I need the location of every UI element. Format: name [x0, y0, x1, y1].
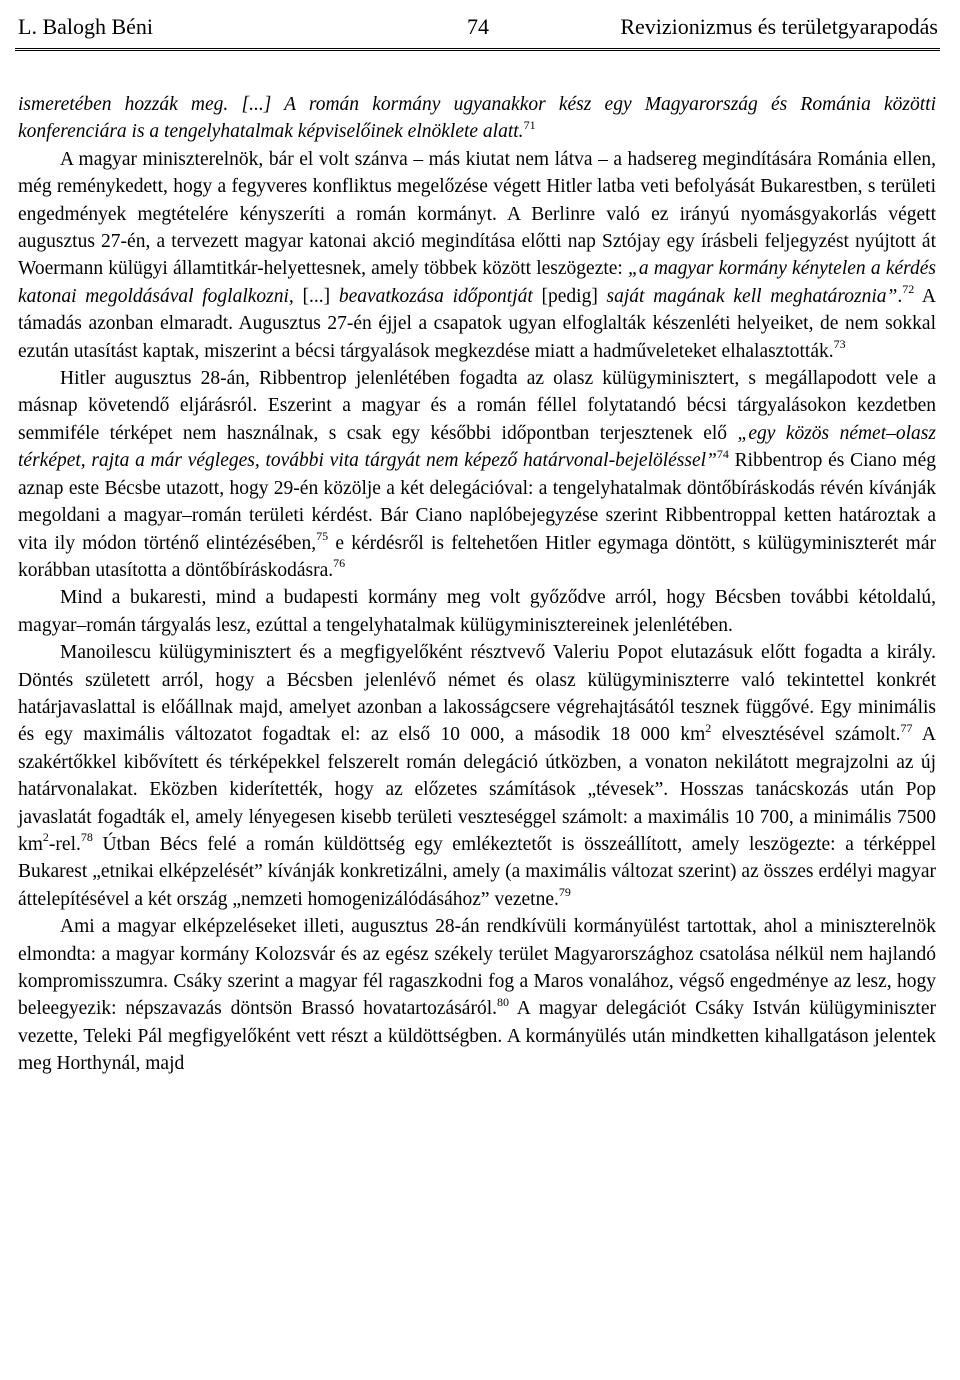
text-run: -rel.: [48, 833, 81, 855]
footnote-ref: 71: [523, 117, 536, 132]
footnote-ref: 74: [716, 446, 729, 461]
footnote-ref: 79: [558, 885, 571, 900]
footnote-ref: 80: [497, 994, 509, 1009]
footnote-ref: 2: [42, 830, 49, 845]
text-run: A magyar delegációt Csáky István külügyminiszter vezette, Teleki Pál megfigyelőként vett részt a küldöttségben. A kormányülés után mindketten kihallgatáson jelentek meg Horthynál, majd: [18, 998, 936, 1075]
footnote-ref: 73: [833, 337, 846, 352]
text-run: A szakértőkkel kibővített és térképekkel felszerelt román delegáció útközben, a vonaton nekilátott megrajzolni az új határvonalakat. Eközben kiderítették, hogy az előzetes számítások „tévesek”. Hosszas tanácskozás után Pop javaslatát fogadták el, amely lényegesen kisebb területi veszteséggel számolt: a maximális 10 700, a minimális 7500 km: [18, 724, 937, 855]
text-run: A támadás azonban elmaradt. Augusztus 27-én éjjel a csapatok ugyan elfoglalták készenléti helyeiket, de nem sokkal ezután utasítást kaptak, miszerint a bécsi tárgyalások megkezdése miatt a hadműveleteket elhalasztották.: [18, 285, 936, 362]
italic-quote: saját magának kell meghatároznia”: [606, 285, 898, 307]
text-run: Útban Bécs felé a román küldöttség egy emlékeztetőt is összeállított, amely leszögezte: a térképpel Bukarest „etnikai elképzelését” kívánják konkretizálni, amely (a maximális változat szerint) az összes erdélyi magyar áttelepítésével a két ország „nemzeti homogenizálódásához” vezetne.: [18, 833, 936, 910]
text-run: Manoilescu külügyminisztert és a megfigyelőként résztvevő Valeriu Popot elutazásuk előtt fogadta a király. Döntés született arról, hogy a Bécsben jelenlévő német és olasz külügyminiszterre való tekintettel konkrét határjavaslattal is előállnak majd, amelyet azonban a lakosságcsere végrehajtásától tesznek függővé. Egy minimális és egy maximális változatot fogadtak el: az első 10 000, a második 18 000 km: [18, 642, 936, 746]
footnote-ref: 77: [900, 720, 913, 735]
paragraph: [18, 639, 936, 913]
footnote-ref: 2: [705, 720, 712, 735]
paragraph: [18, 913, 936, 1077]
text-run: Hitler augusztus 28-án, Ribbentrop jelenlétében fogadta az olasz külügyminisztert, s megállapodott vele a másnap követendő eljárásról. Eszerint a magyar és a román féllel folytatandó bécsi tárgyalásokon kezdetben semmiféle térképet nem használnak, s csak egy későbbi időpontban terjesztenek elő: [18, 368, 936, 444]
italic-quote: beavatkozása időpontját: [338, 285, 533, 307]
text-run: elvesztésével számolt.: [711, 724, 901, 746]
paragraph: [18, 365, 936, 584]
text-run: .: [897, 285, 903, 307]
italic-quote: ismeretében hozzák meg. [...] A román kormány ugyanakkor kész egy Magyarország és Románia közötti konferenciára is a tengelyhatalmak képviselőinek elnöklete alatt.: [18, 94, 936, 143]
header-title: Revizionizmus és területgyarapodás: [620, 14, 938, 39]
text-run: Mind a bukaresti, mind a budapesti kormány meg volt győződve arról, hogy Bécsben további kétoldalú, magyar–román tárgyalás lesz, ezúttal a tengelyhatalmak külügyminisztereinek jelenlétében.: [18, 587, 936, 636]
header-rule: [15, 48, 940, 51]
text-run: [pedig]: [532, 285, 607, 307]
body-text: [18, 91, 936, 1078]
footnote-ref: 72: [902, 282, 915, 297]
text-run: Ribbentrop és Ciano még aznap este Bécsbe utazott, hogy 29-én közölje a két delegációval: a tengelyhatalmak döntőbíráskodás révén kívánják megoldani a magyar–román területi kérdést. Bár Ciano naplóbejegyzése szerint Ribbentroppal ketten határoztak a vita ily módon történő elintézésében,: [18, 450, 936, 554]
text-run: Ami a magyar elképzeléseket illeti, augusztus 28-án rendkívüli kormányülést tartottak, ahol a miniszterelnök elmondta: a magyar kormány Kolozsvár és az egész székely terület Magyarországhoz csatolása nélkül nem hajlandó kompromisszumra. Csáky szerint a magyar fél ragaszkodni fog a Maros vonalához, végső engedménye az lesz, hogy beleegyezik: népszavazás döntsön Brassó hovatartozásáról.: [18, 916, 936, 1020]
text-run: [...]: [293, 285, 339, 307]
footnote-ref: 76: [333, 556, 346, 571]
footnote-ref: 78: [80, 830, 93, 845]
running-header: [18, 10, 938, 44]
header-author: L. Balogh Béni: [18, 14, 154, 39]
footnote-ref: 75: [316, 529, 329, 543]
paragraph: [18, 584, 936, 639]
paragraph: [18, 91, 936, 146]
text-run: A magyar miniszterelnök, bár el volt szánva – más kiutat nem látva – a hadsereg megindítására Románia ellen, még reménykedett, hogy a fegyveres konfliktus megelőzése végett Hitler latba veti befolyását Bukarestben, s területi engedmények megtételére kényszeríti a román kormányt. A Berlinre való ez irányú nyomásgyakorlás végett augusztus 27-én, a tervezett magyar katonai akció megindítása előtti nap Sztójay egy írásbeli feljegyzést nyújtott át Woermann külügyi államtitkár-helyettesnek, amely többek között leszögezte:: [18, 148, 936, 280]
paragraph: [18, 146, 936, 365]
italic-quote: „egy közös német–olasz térképet, rajta a már végleges, további vita tárgyát nem képező határvonal-bejelöléssel”: [18, 422, 936, 472]
header-page-number: 74: [467, 14, 489, 39]
text-run: e kérdésről is feltehetően Hitler egymaga döntött, s külügyminiszterét már korábban utasította a döntőbíráskodásra.: [18, 532, 936, 581]
italic-quote: „a magyar kormány kénytelen a kérdés katonai megoldásával foglalkozni,: [18, 258, 936, 307]
